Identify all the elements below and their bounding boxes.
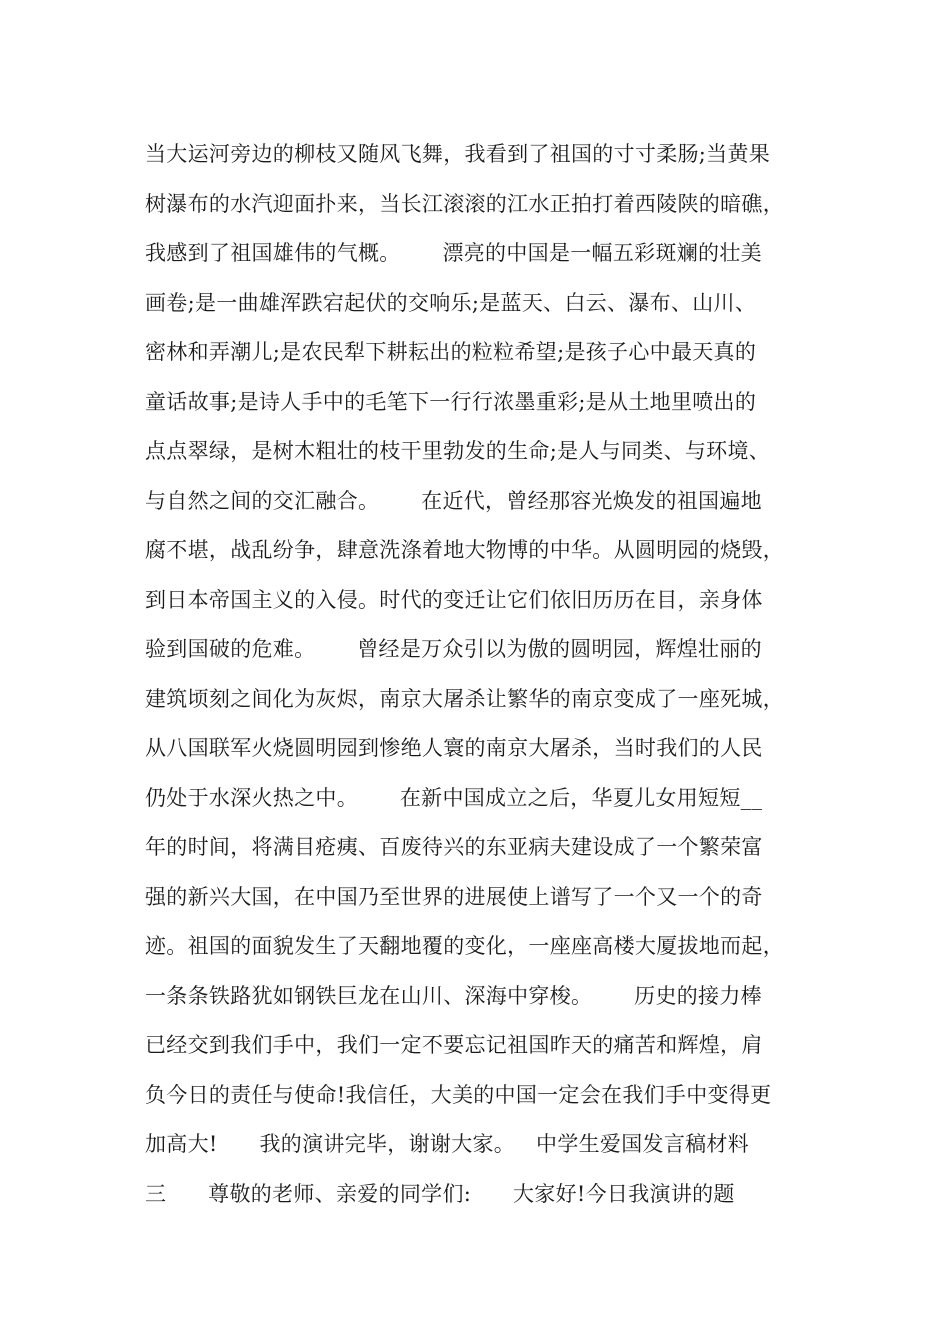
text-line: 三 尊敬的老师、亲爱的同学们: 大家好!今日我演讲的题 [145,1181,735,1206]
text-line: 仍处于水深火热之中。 在新中国成立之后，华夏儿女用短短__ [145,785,763,810]
text-line: 密林和弄潮儿;是农民犁下耕耘出的粒粒希望;是孩子心中最天真的 [145,340,757,364]
text-line: 负今日的责任与使命!我信任，大美的中国一定会在我们手中变得更 [145,1082,772,1107]
text-line: 到日本帝国主义的入侵。时代的变迁让它们依旧历历在目，亲身体 [145,587,763,612]
text-line: 加高大! 我的演讲完毕，谢谢大家。 中学生爱国发言稿材料 [145,1132,750,1156]
text-line: 从八国联军火烧圆明园到惨绝人寰的南京大屠杀，当时我们的人民 [145,736,763,760]
text-line: 我感到了祖国雄伟的气概。 漂亮的中国是一幅五彩斑斓的壮美 [145,241,762,265]
text-line: 画卷;是一曲雄浑跌宕起伏的交响乐;是蓝天、白云、瀑布、山川、 [145,290,757,315]
text-line: 迹。祖国的面貌发生了天翻地覆的变化，一座座高楼大厦拔地而起， [145,934,784,958]
text-line: 建筑顷刻之间化为灰烬，南京大屠杀让繁华的南京变成了一座死城， [145,686,784,711]
text-line: 与自然之间的交汇融合。 在近代，曾经那容光焕发的祖国遍地 [145,488,762,513]
text-line: 树瀑布的水汽迎面扑来，当长江滚滚的江水正拍打着西陵陕的暗礁， [145,191,784,216]
text-line: 验到国破的危难。 曾经是万众引以为傲的圆明园，辉煌壮丽的 [145,637,762,661]
text-line: 点点翠绿，是树木粗壮的枝干里勃发的生命;是人与同类、与环境、 [145,439,771,463]
text-line: 童话故事;是诗人手中的毛笔下一行行浓墨重彩;是从土地里喷出的 [145,389,757,414]
text-line: 强的新兴大国，在中国乃至世界的进展使上谱写了一个又一个的奇 [145,884,763,909]
text-line: 已经交到我们手中，我们一定不要忘记祖国昨天的痛苦和辉煌，肩 [145,1033,763,1057]
text-line: 一条条铁路犹如钢铁巨龙在山川、深海中穿梭。 历史的接力棒 [145,983,762,1008]
text-line: 当大运河旁边的柳枝又随风飞舞，我看到了祖国的寸寸柔肠;当黄果 [145,142,771,166]
body-text [145,130,825,1219]
text-line: 腐不堪，战乱纷争，肆意洗涤着地大物博的中华。从圆明园的烧毁， [145,538,784,562]
text-line: 年的时间，将满目疮痍、百废待兴的东亚病夫建设成了一个繁荣富 [145,835,763,859]
